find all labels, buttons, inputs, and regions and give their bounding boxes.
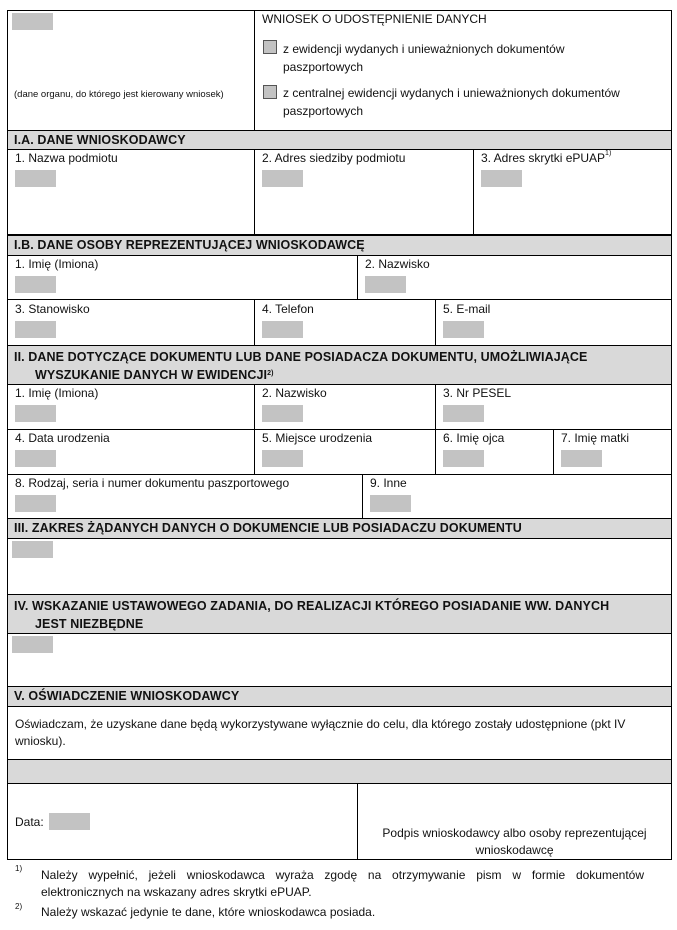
ii-field-6[interactable] xyxy=(443,450,484,467)
section-ii-title-line2: WYSZUKANIE DANYCH W EWIDENCJI xyxy=(35,368,268,382)
ii-field-8[interactable] xyxy=(15,495,56,512)
section-ii-header xyxy=(7,345,672,385)
ia-field-3[interactable] xyxy=(481,170,522,187)
iv-field[interactable] xyxy=(12,636,53,653)
ii-label-2: 2. Nazwisko xyxy=(262,386,327,400)
ia-label-2: 2. Adres siedziby podmiotu xyxy=(262,151,406,165)
date-label: Data: xyxy=(15,815,44,829)
section-v-title: V. OŚWIADCZENIE WNIOSKODAWCY xyxy=(14,689,240,703)
section-iv-header xyxy=(7,594,672,634)
section-ia-header xyxy=(7,130,672,150)
ia-label-3 xyxy=(481,151,611,165)
ia-field-2[interactable] xyxy=(262,170,303,187)
ii-field-9[interactable] xyxy=(370,495,411,512)
section-ia-title: I.A. DANE WNIOSKODAWCY xyxy=(14,133,186,147)
footnote-1-mark: 1) xyxy=(15,864,23,873)
section-iii-title: III. ZAKRES ŻĄDANYCH DANYCH O DOKUMENCIE LUB POSIADACZU DOKUMENTU xyxy=(14,521,522,535)
form-title: WNIOSEK O UDOSTĘPNIENIE DANYCH xyxy=(262,12,487,26)
organ-note: (dane organu, do którego jest kierowany wniosek) xyxy=(14,89,224,100)
ii-label-8: 8. Rodzaj, seria i numer dokumentu paszportowego xyxy=(15,476,290,490)
section-v-header xyxy=(7,686,672,707)
section-ib-header xyxy=(7,235,672,256)
ia-label-3-text: 3. Adres skrytki ePUAP xyxy=(481,151,606,165)
ii-label-4: 4. Data urodzenia xyxy=(15,431,110,445)
ib-label-3: 3. Stanowisko xyxy=(15,302,90,316)
footnote-2-text: Należy wskazać jedynie te dane, które wnioskodawca posiada. xyxy=(41,905,376,919)
section-iv-title-line2: JEST NIEZBĘDNE xyxy=(35,617,144,631)
ii-label-7: 7. Imię matki xyxy=(561,431,630,445)
ib-label-1: 1. Imię (Imiona) xyxy=(15,257,99,271)
ii-field-2[interactable] xyxy=(262,405,303,422)
option2-label: z centralnej ewidencji wydanych i unieważnionych dokumentów paszportowych xyxy=(283,86,620,118)
ii-label-6: 6. Imię ojca xyxy=(443,431,505,445)
option1-checkbox[interactable] xyxy=(263,40,277,54)
ib-label-4: 4. Telefon xyxy=(262,302,314,316)
ii-field-7[interactable] xyxy=(561,450,602,467)
ii-field-5[interactable] xyxy=(262,450,303,467)
footnote-1-text: Należy wypełnić, jeżeli wnioskodawca wyraża zgodę na otrzymywanie pism w formie dokumentów elektronicznych na wskazany adres skrytki ePUAP. xyxy=(41,868,644,899)
section-ib-title: I.B. DANE OSOBY REPREZENTUJĄCEJ WNIOSKODAWCĘ xyxy=(14,238,365,252)
section-ii-title-line1: II. DANE DOTYCZĄCE DOKUMENTU LUB DANE POSIADACZA DOKUMENTU, UMOŻLIWIAJĄCE xyxy=(14,350,588,364)
section-ii-title-sup: 2) xyxy=(267,370,274,377)
ii-label-3: 3. Nr PESEL xyxy=(443,386,512,400)
v-statement: Oświadczam, że uzyskane dane będą wykorzystywane wyłącznie do celu, dla którego zostały udostępnione (pkt IV wniosku). xyxy=(15,717,626,748)
ia-label-1: 1. Nazwa podmiotu xyxy=(15,151,118,165)
v-gray-bar xyxy=(7,759,672,784)
section-iii-header xyxy=(7,518,672,539)
ii-field-1[interactable] xyxy=(15,405,56,422)
ia-label-3-sup: 1) xyxy=(605,150,612,157)
ia-field-1[interactable] xyxy=(15,170,56,187)
section-iv-title-line1: IV. WSKAZANIE USTAWOWEGO ZADANIA, DO REALIZACJI KTÓREGO POSIADANIE WW. DANYCH xyxy=(14,599,610,613)
signature-label: Podpis wnioskodawcy albo osoby reprezentującej wnioskodawcę xyxy=(382,826,647,857)
ib-field-1[interactable] xyxy=(15,276,56,293)
organ-field[interactable] xyxy=(12,13,53,30)
iii-cell xyxy=(7,538,672,595)
ib-field-2[interactable] xyxy=(365,276,406,293)
ii-label-5: 5. Miejsce urodzenia xyxy=(262,431,373,445)
ii-field-4[interactable] xyxy=(15,450,56,467)
option2-checkbox[interactable] xyxy=(263,85,277,99)
option1-label: z ewidencji wydanych i unieważnionych dokumentów paszportowych xyxy=(283,42,565,74)
iii-field[interactable] xyxy=(12,541,53,558)
date-field[interactable] xyxy=(49,813,90,830)
ib-label-2: 2. Nazwisko xyxy=(365,257,430,271)
footnote-2-mark: 2) xyxy=(15,902,23,911)
ii-label-9: 9. Inne xyxy=(370,476,407,490)
ib-field-3[interactable] xyxy=(15,321,56,338)
ii-label-1: 1. Imię (Imiona) xyxy=(15,386,99,400)
iv-cell xyxy=(7,633,672,687)
ib-label-5: 5. E-mail xyxy=(443,302,491,316)
ib-field-5[interactable] xyxy=(443,321,484,338)
ib-field-4[interactable] xyxy=(262,321,303,338)
ii-field-3[interactable] xyxy=(443,405,484,422)
